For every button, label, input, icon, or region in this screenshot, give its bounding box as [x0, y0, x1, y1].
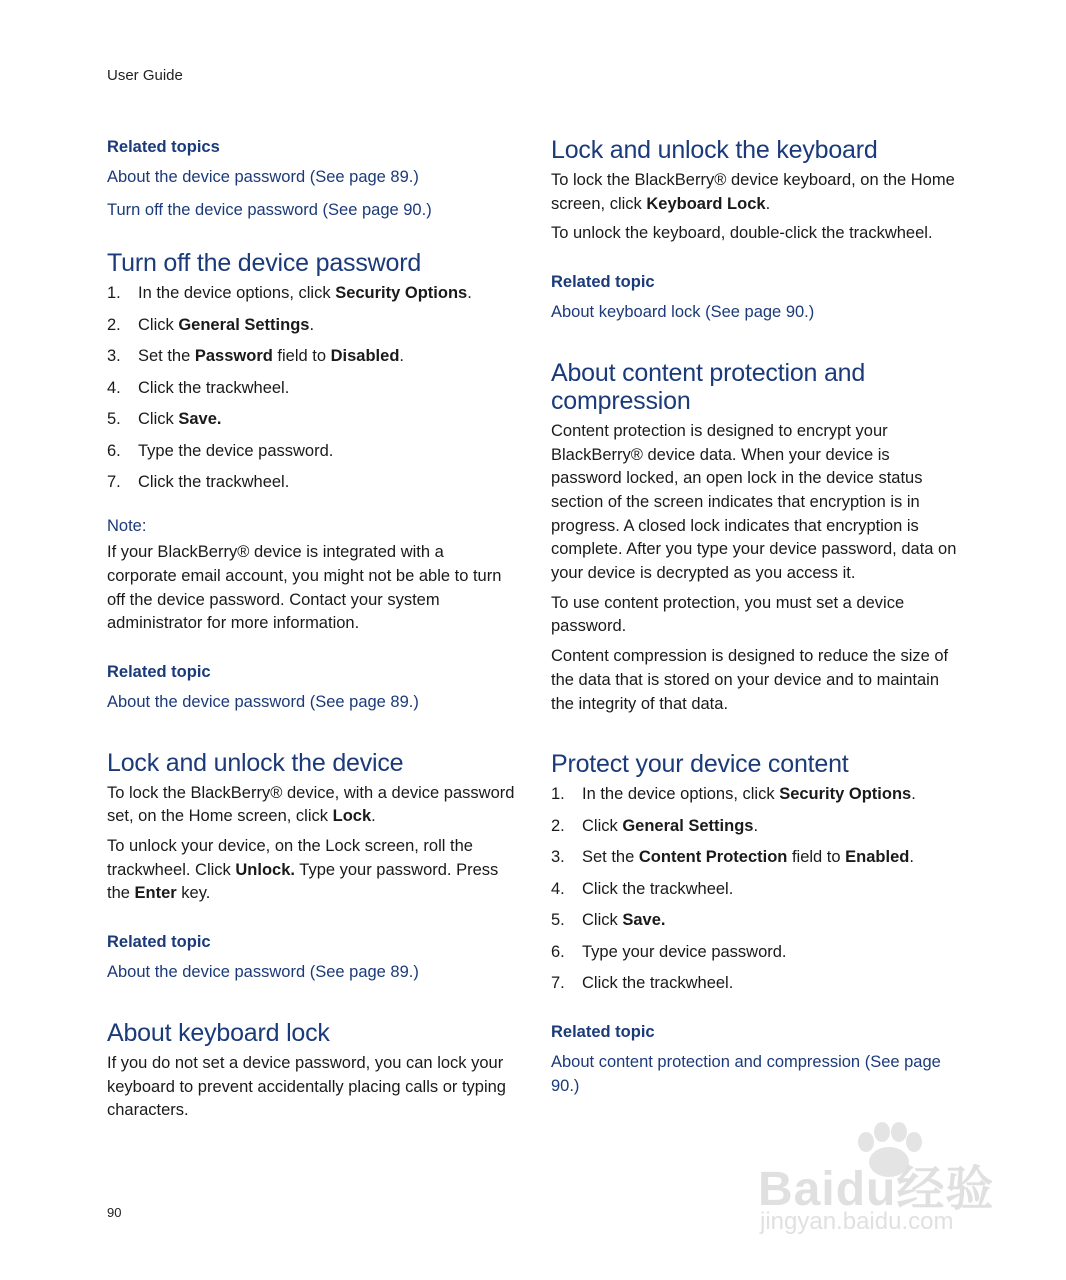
heading-lock-device: Lock and unlock the device — [107, 748, 404, 777]
section-lock-device — [107, 749, 517, 985]
related-topic-label: Related topic — [551, 273, 655, 292]
section-content-protection — [551, 359, 961, 716]
step-number: 4. — [107, 378, 121, 397]
related-topic-label: Related topic — [551, 1022, 655, 1041]
lock-device-paragraph-2: To unlock your device, on the Lock screen, roll the trackwheel. Click Unlock. Type your password. Press the Enter key. — [107, 837, 499, 903]
watermark-text: Baidu经验 — [758, 1163, 995, 1216]
step-number: 2. — [551, 816, 565, 835]
step-item: 4. Click the trackwheel. — [107, 377, 517, 401]
step-number: 1. — [107, 284, 121, 303]
left-column — [107, 120, 517, 1129]
link-about-device-password[interactable]: About the device password (See page 89.) — [107, 692, 419, 711]
section-protect-content — [551, 750, 961, 1098]
lock-keyboard-paragraph-2: To unlock the keyboard, double-click the trackwheel. — [551, 224, 933, 243]
step-number: 3. — [551, 848, 565, 867]
watermark-url: jingyan.baidu.com — [760, 1208, 954, 1235]
step-item: 3. Set the Content Protection field to Enabled. — [551, 846, 961, 870]
lock-keyboard-paragraph-1: To lock the BlackBerry® device keyboard, on the Home screen, click Keyboard Lock. — [551, 171, 955, 213]
step-number: 7. — [551, 974, 565, 993]
link-about-keyboard-lock[interactable]: About keyboard lock (See page 90.) — [551, 303, 815, 322]
step-number: 7. — [107, 473, 121, 492]
step-number: 6. — [107, 441, 121, 460]
right-column — [551, 120, 961, 1098]
step-item: 7. Click the trackwheel. — [107, 471, 517, 495]
step-number: 1. — [551, 785, 565, 804]
lock-device-paragraph-1: To lock the BlackBerry® device, with a device password set, on the Home screen, click Lock. — [107, 783, 515, 826]
link-turn-off-device-password[interactable]: Turn off the device password (See page 90.) — [107, 200, 432, 219]
note-label: Note: — [107, 517, 147, 536]
step-number: 3. — [107, 347, 121, 366]
step-item: 4. Click the trackwheel. — [551, 878, 961, 902]
related-topics-label: Related topics — [107, 138, 220, 156]
page-number: 90 — [107, 1205, 122, 1220]
heading-lock-keyboard: Lock and unlock the keyboard — [551, 136, 878, 164]
step-item: 1. In the device options, click Security Options. — [107, 282, 517, 306]
keyboard-lock-text: If you do not set a device password, you can lock your keyboard to prevent accidentally placing calls or typing characters. — [107, 1053, 506, 1120]
section-lock-keyboard — [551, 136, 961, 325]
step-number: 6. — [551, 942, 565, 961]
step-item: 2. Click General Settings. — [551, 815, 961, 839]
section-keyboard-lock — [107, 1019, 517, 1123]
turn-off-steps-list — [107, 282, 517, 495]
step-item: 6. Type the device password. — [107, 440, 517, 464]
heading-content-protection: About content protection and compression — [551, 358, 866, 415]
step-item: 2. Click General Settings. — [107, 314, 517, 338]
link-about-device-password[interactable]: About the device password (See page 89.) — [107, 963, 419, 982]
step-item: 7. Click the trackwheel. — [551, 972, 961, 996]
step-number: 5. — [107, 410, 121, 429]
step-item: 6. Type your device password. — [551, 941, 961, 965]
heading-keyboard-lock: About keyboard lock — [107, 1018, 330, 1047]
baidu-watermark — [752, 1120, 1012, 1240]
step-item: 5. Click Save. — [107, 408, 517, 432]
heading-turn-off-password: Turn off the device password — [107, 249, 422, 278]
note-text: If your BlackBerry® device is integrated with a corporate email account, you might not be able to turn off the device password. Contact your system administrator for more information. — [107, 543, 502, 633]
content-protection-paragraph-3: Content compression is designed to reduce the size of the data that is stored on your device and to maintain the integrity of that data. — [551, 647, 949, 713]
step-number: 4. — [551, 879, 565, 898]
link-about-content-protection[interactable]: About content protection and compression (See page 90.) — [551, 1052, 941, 1095]
step-number: 2. — [107, 315, 121, 334]
content-protection-paragraph-1: Content protection is designed to encrypt your BlackBerry® device data. When your device is password locked, an open lock in the device status section of the screen indicates that encryption is in progress. A closed lock indicates that encryption is complete. After you type your device password, data on your device is decrypted as you access it. — [551, 421, 957, 583]
step-item: 1. In the device options, click Security Options. — [551, 783, 961, 807]
protect-steps-list — [551, 783, 961, 996]
related-topics-top — [107, 136, 517, 222]
step-item: 5. Click Save. — [551, 909, 961, 933]
running-header: User Guide — [107, 67, 183, 84]
step-item: 3. Set the Password field to Disabled. — [107, 345, 517, 369]
related-topic-label: Related topic — [107, 662, 211, 681]
content-protection-paragraph-2: To use content protection, you must set a device password. — [551, 593, 905, 636]
related-topic-label: Related topic — [107, 933, 211, 952]
section-turn-off-password — [107, 249, 517, 714]
link-about-device-password[interactable]: About the device password (See page 89.) — [107, 168, 419, 186]
heading-protect-content: Protect your device content — [551, 750, 849, 779]
step-number: 5. — [551, 911, 565, 930]
